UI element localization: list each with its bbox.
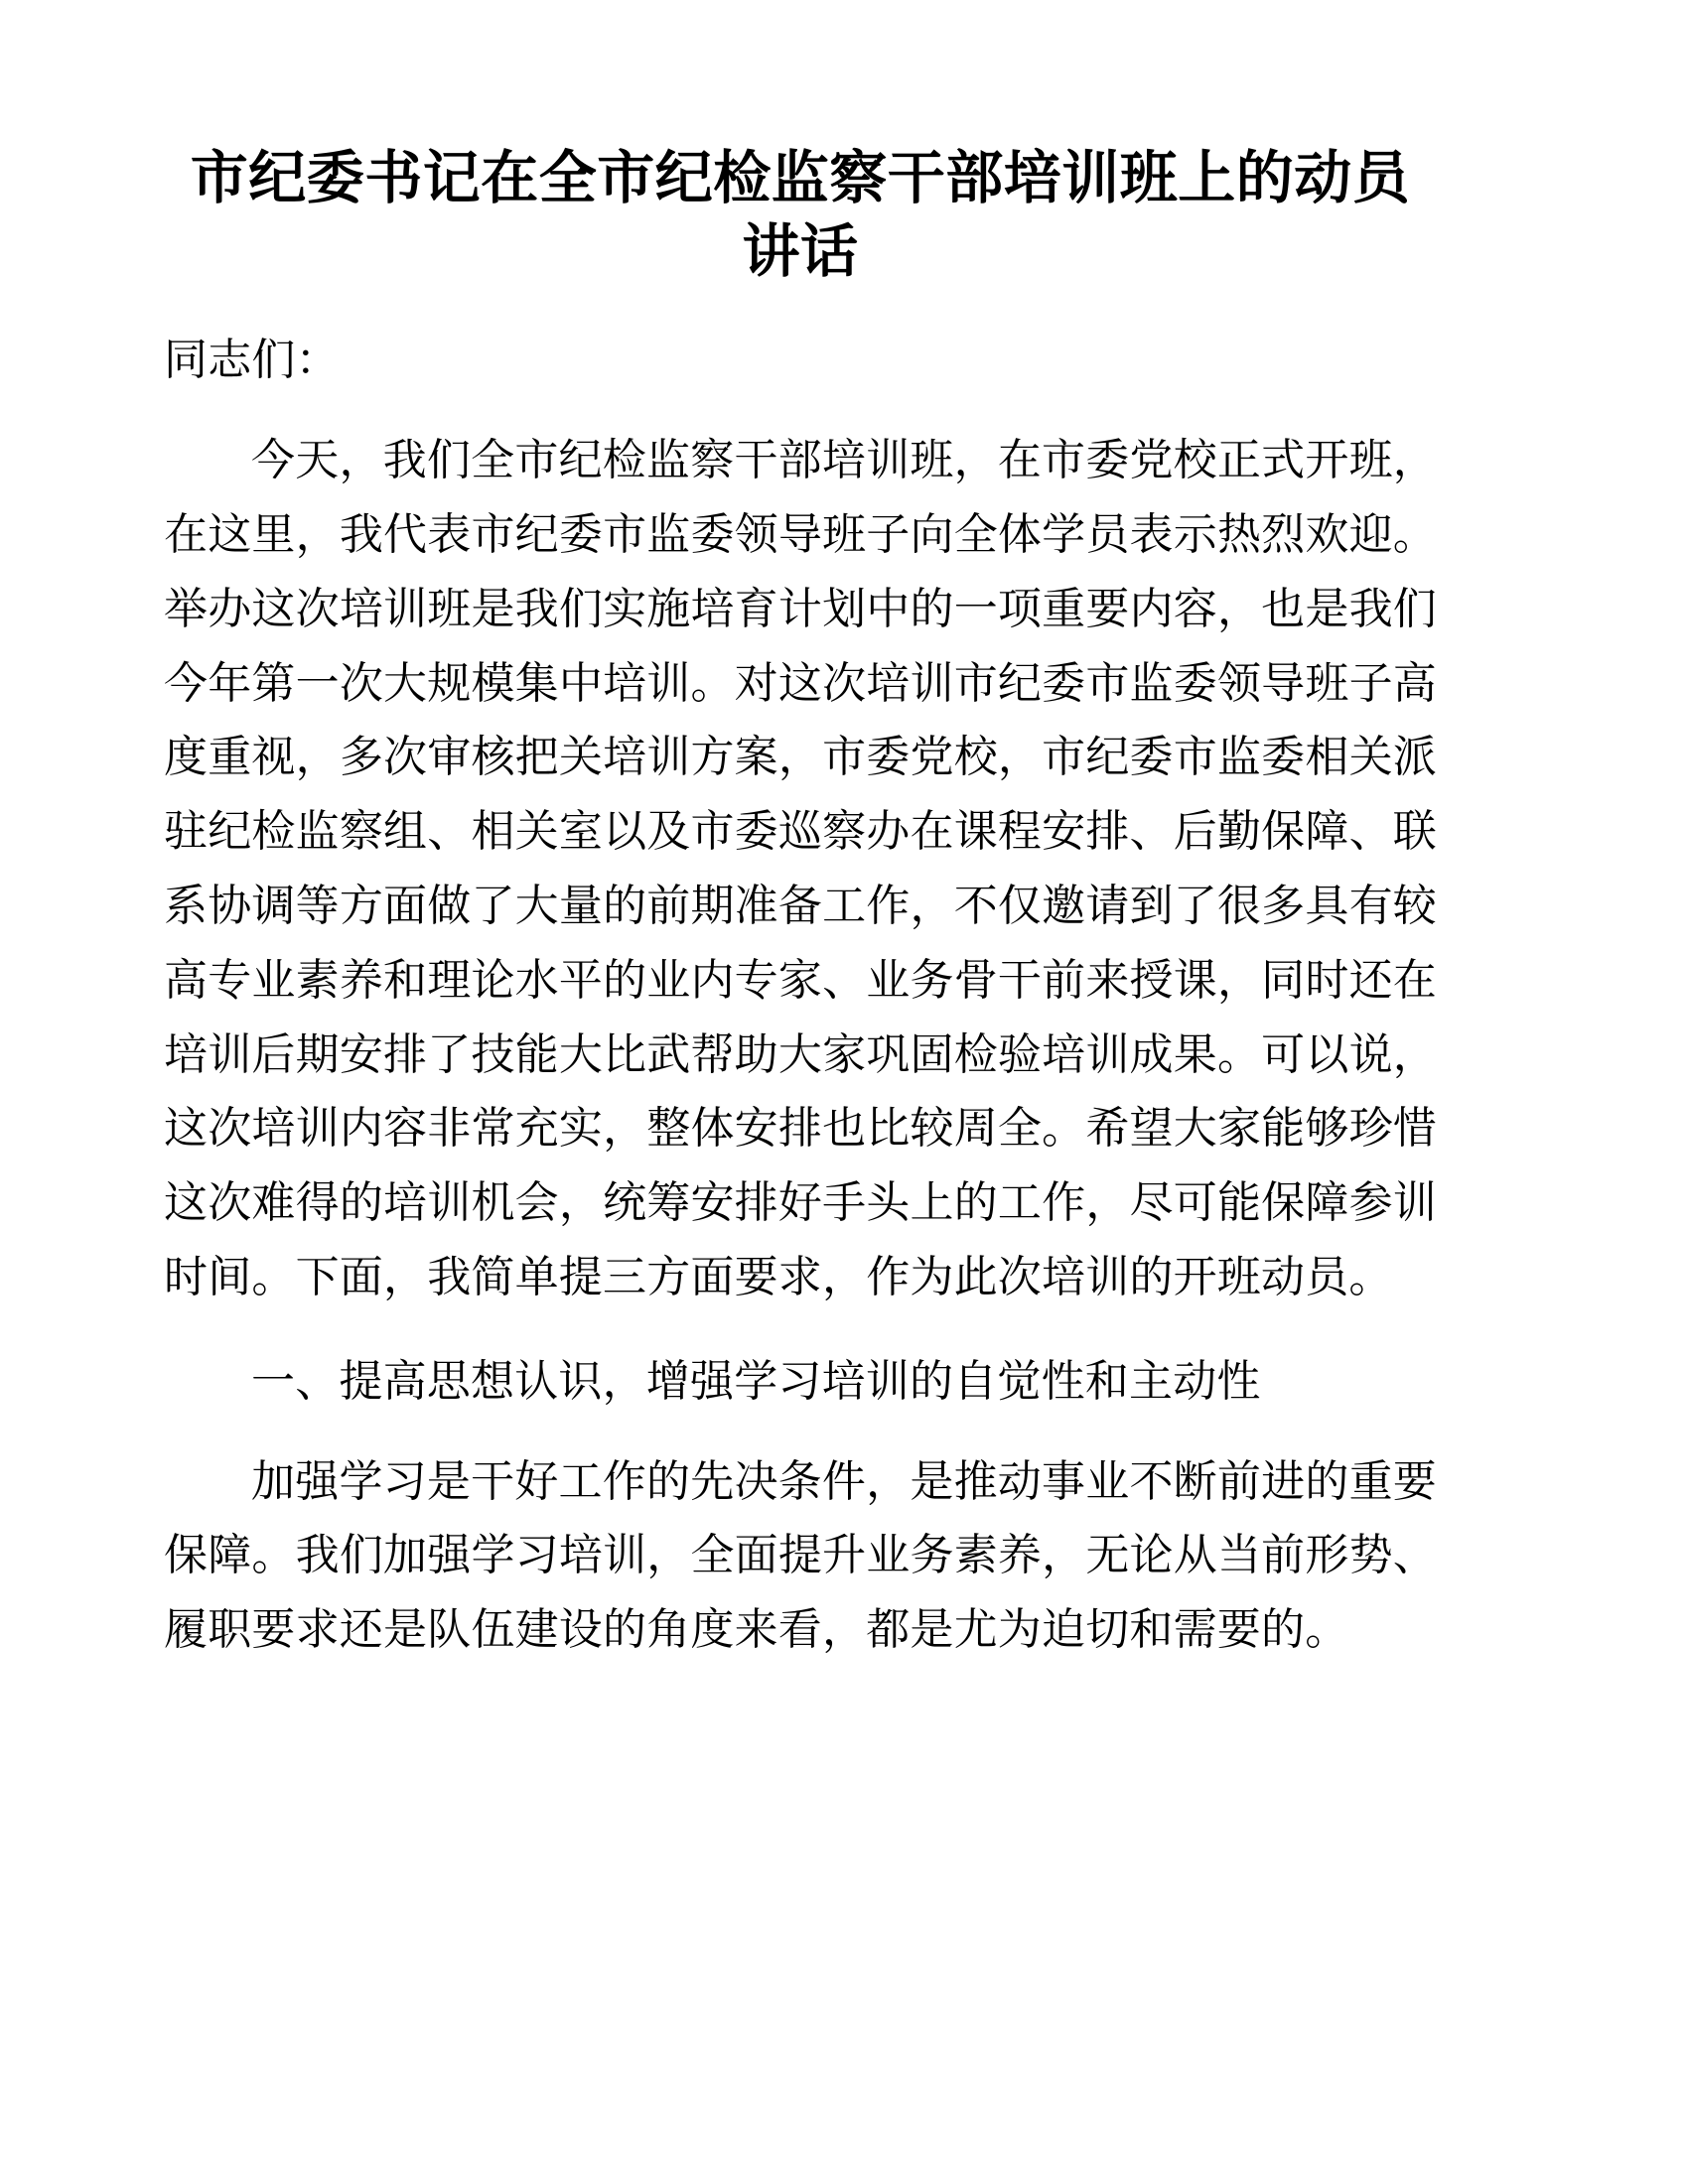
page-title: 市纪委书记在全市纪检监察干部培训班上的动员讲话 bbox=[190, 144, 1411, 286]
salutation: 同志们： bbox=[164, 335, 340, 386]
intro-paragraph: 今天，我们全市纪检监察干部培训班，在市委党校正式开班，在这里，我代表市纪委市监委领导班子向全体学员表示热烈欢迎。举办这次培训班是我们实施培育计划中的一项重要内容，也是我们今年第一次大规模集中培训。对这次培训市纪委市监委领导班子高度重视，多次审核把关培训方案，市委党校，市纪委市监委相关派驻纪检监察组、相关室以及市委巡察办在课程安排、后勤保障、联系协调等方面做了大量的前期准备工作，不仅邀请到了很多具有较高专业素养和理论水平的业内专家、业务骨干前来授课，同时还在培训后期安排了技能大比武帮助大家巩固检验培训成果。可以说，这次培训内容非常充实，整体安排也比较周全。希望大家能够珍惜这次难得的培训机会，统筹安排好手头上的工作，尽可能保障参训时间。下面，我简单提三方面要求，作为此次培训的开班动员。 bbox=[164, 435, 1437, 1303]
section-1-paragraph-1: 加强学习是干好工作的先决条件，是推动事业不断前进的重要保障。我们加强学习培训，全面提升业务素养，无论从当前形势、履职要求还是队伍建设的角度来看，都是尤为迫切和需要的。 bbox=[164, 1455, 1437, 1656]
page-bottom-whitespace bbox=[164, 1668, 1437, 1966]
section-heading-1: 一、提高思想认识，增强学习培训的自觉性和主动性 bbox=[251, 1355, 1261, 1407]
document-content bbox=[164, 0, 1437, 1966]
